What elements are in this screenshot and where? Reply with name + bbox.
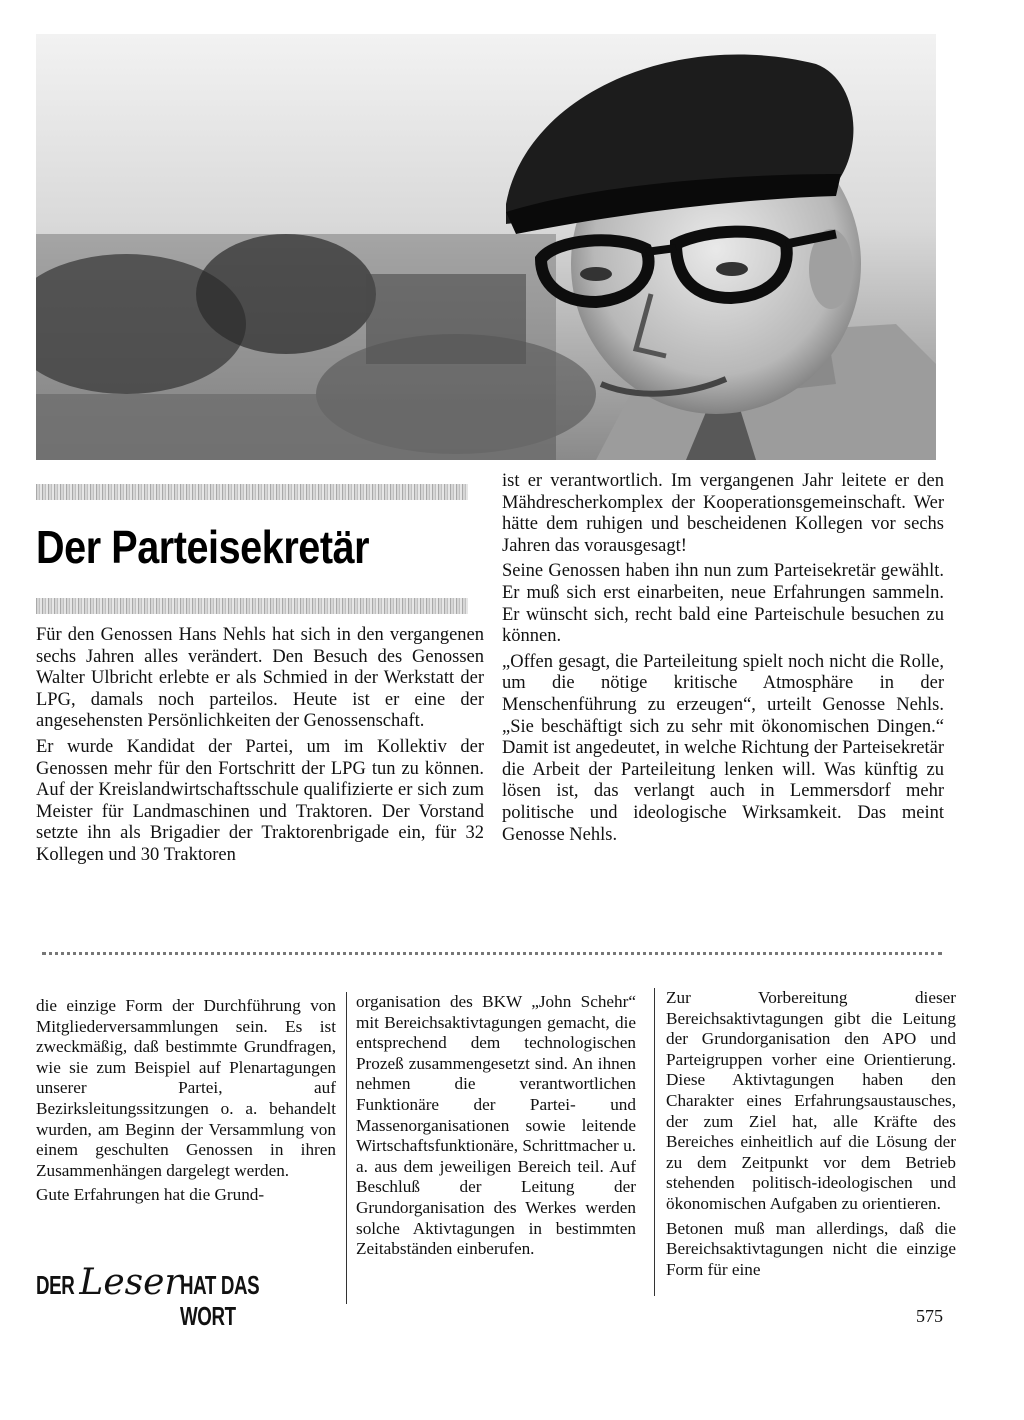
article-paragraph: Seine Genossen haben ihn nun zum Parteisekretär gewählt. Er muß sich erst einarbeiten, neue Erfahrungen sammeln. Er wünscht sich, recht bald eine Parteischule besuchen zu können. — [502, 561, 944, 647]
lower-column-3 — [666, 988, 956, 1284]
rubric-prefix: DER — [36, 1270, 75, 1300]
article-paragraph: Für den Genossen Hans Nehls hat sich in den vergangenen sechs Jahren alles verändert. Den Besuch des Genossen Walter Ulbricht erlebte er als Schmied in der Werkstatt der LPG, damals noch parteilos. Heute ist er eine der angesehensten Persönlichkeiten der Genossenschaft. — [36, 625, 484, 732]
article-paragraph: „Offen gesagt, die Parteileitung spielt noch nicht die Rolle, um die nötige kritische Atmosphäre in der Menschenführung zu erzeugen“, urteilt Genosse Nehls. „Sie beschäftigt sich zu sehr mit ökonomischen Dingen.“ Damit ist angedeutet, in welche Richtung der Parteisekretär die Arbeit der Parteileitung lenken will. Was künftig zu lösen ist, das verlangt auch in Lemmersdorf mehr politische und ideologische Wirksamkeit. Das meint Genosse Nehls. — [502, 651, 944, 845]
column-rule — [654, 988, 655, 1296]
article-headline: Der Parteisekretär — [36, 521, 370, 573]
column-rule — [346, 992, 347, 1304]
lower-paragraph: organisation des BKW „John Schehr“ mit Bereichsaktivtagungen gemacht, die entsprechend dem technologischen Prozeß zusammengesetzt sind. An ihnen nehmen die verantwortlichen Funktionäre der Partei- und Massenorganisationen sowie leitende Wirtschaftsfunktionäre, Schrittmacher u. a. aus dem jeweiligen Bereich teil. Auf Beschluß der Leitung der Grundorganisation des Werkes werden solche Aktivtagungen in bestimmten Zeitabständen einberufen. — [356, 992, 636, 1259]
rubric-suffix: HAT DAS WORT — [179, 1270, 259, 1331]
page-number: 575 — [916, 1306, 943, 1326]
lower-paragraph: Gute Erfahrungen hat die Grund- — [36, 1185, 265, 1205]
section-divider — [42, 952, 942, 955]
portrait-photo — [36, 34, 936, 460]
rubric-script: Leser — [79, 1262, 182, 1303]
article-column-left — [36, 625, 484, 871]
reader-rubric-logo — [36, 1262, 336, 1331]
lower-paragraph: die einzige Form der Durchführung von Mitgliederversammlungen sein. Es ist zweckmäßig, daß bestimmte Grundfragen, wie sie zum Beispiel auf Plenartagungen unserer Partei, auf Bezirksleitungssitzungen o. a. behandelt wurden, am Beginn der Versammlung von einem geschulten Genossen in ihren Zusammenhängen dargelegt werden. — [36, 996, 336, 1180]
portrait-illustration — [36, 34, 936, 460]
lower-column-1 — [36, 996, 336, 1210]
lower-paragraph: Betonen muß man allerdings, daß die Bereichsaktivtagungen nicht die einzige Form für eine — [666, 1218, 956, 1279]
article-paragraph: ist er verantwortlich. Im vergangenen Jahr leitete er den Mähdrescherkomplex der Kooperationsgemeinschaft. Wer hätte dem ruhigen und bescheidenen Kollegen vor sechs Jahren das vorausgesagt! — [502, 471, 944, 556]
lower-paragraph: Zur Vorbereitung dieser Bereichsaktivtagungen gibt die Leitung der Grundorganisation den APO und Parteigruppen vorher eine Orientierung. Diese Aktivtagungen haben den Charakter eines Erfahrungsaustausches, der zum Ziel hat, alle Kräfte des Bereiches einheitlich auf die Lösung der zu dem Zeitpunkt vor dem Betrieb stehenden politisch-ideologischen und ökonomischen Aufgaben zu orientieren. — [666, 988, 956, 1213]
article-column-right — [502, 471, 944, 850]
lower-column-2 — [356, 992, 636, 1264]
headline-band-bottom — [36, 598, 468, 614]
headline-band-top — [36, 484, 468, 500]
article-paragraph: Er wurde Kandidat der Partei, um im Kollektiv der Genossen mehr für den Fortschritt der LPG tun zu können. Auf der Kreislandwirtschaftsschule qualifizierte er sich zum Meister für Landmaschinen und Traktoren. Der Vorstand setzte ihn als Brigadier der Traktorenbrigade ein, für 32 Kollegen und 30 Traktoren — [36, 736, 484, 865]
